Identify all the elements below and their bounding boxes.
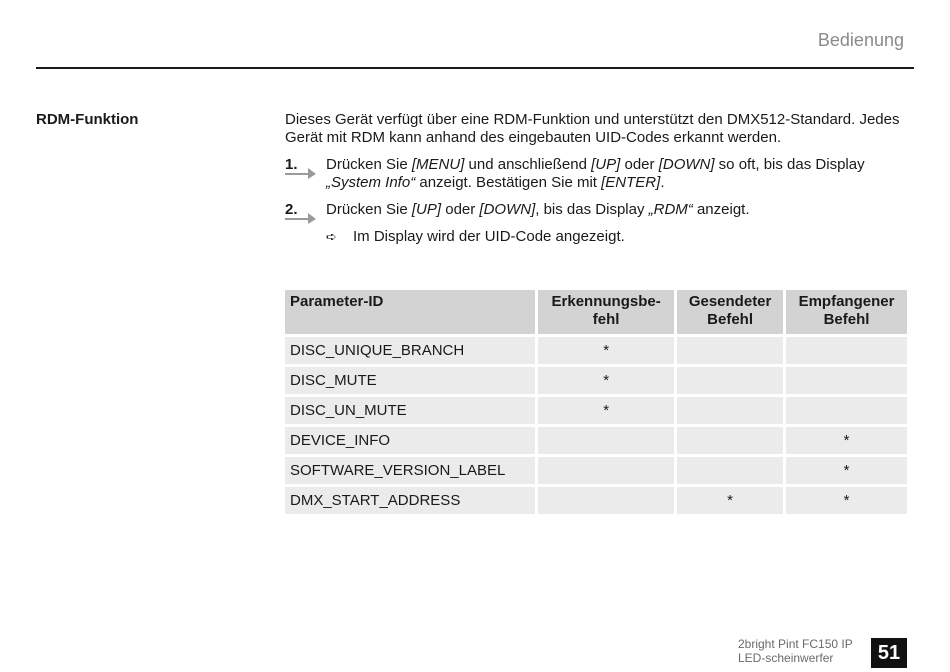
header-rule — [36, 67, 914, 69]
cell-discovery — [538, 457, 674, 484]
header-received-command: Empfangener Befehl — [786, 290, 907, 334]
header-discovery-command: Erkennungsbe- fehl — [538, 290, 674, 334]
step-number: 1. — [285, 156, 298, 173]
cell-discovery: * — [538, 337, 674, 364]
cell-parameter: DISC_MUTE — [285, 367, 535, 394]
cell-sent — [677, 337, 783, 364]
cell-discovery — [538, 487, 674, 514]
footer-product-subtitle: LED-scheinwerfer — [738, 651, 834, 665]
step-text: Drücken Sie [MENU] und anschließend [UP] oder [DOWN] so oft, bis das Display „System Info“ anzeigt. Bestätigen Sie mit [ENTER]. — [326, 156, 865, 191]
cell-received: * — [786, 457, 907, 484]
cell-parameter: DISC_UN_MUTE — [285, 397, 535, 424]
table-row — [285, 337, 907, 364]
cell-sent: * — [677, 487, 783, 514]
step-text: Drücken Sie [UP] oder [DOWN], bis das Display „RDM“ anzeigt. — [326, 201, 750, 218]
content — [285, 111, 910, 246]
cell-parameter: DEVICE_INFO — [285, 427, 535, 454]
cell-received — [786, 397, 907, 424]
cell-received: * — [786, 427, 907, 454]
footer-product-name: 2bright Pint FC150 IP — [738, 637, 853, 651]
cell-discovery — [538, 427, 674, 454]
footer-product — [738, 637, 853, 665]
table-header-row — [285, 290, 907, 334]
cell-discovery: * — [538, 367, 674, 394]
table-row — [285, 487, 907, 514]
cell-sent — [677, 367, 783, 394]
header-parameter-id: Parameter-ID — [285, 290, 535, 334]
result-line — [285, 228, 910, 246]
cell-parameter: DMX_START_ADDRESS — [285, 487, 535, 514]
cell-parameter: SOFTWARE_VERSION_LABEL — [285, 457, 535, 484]
cell-received: * — [786, 487, 907, 514]
step-arrow-icon — [285, 211, 317, 225]
header-sent-command: Gesendeter Befehl — [677, 290, 783, 334]
intro-paragraph: Dieses Gerät verfügt über eine RDM-Funktion und unterstützt den DMX512-Standard. Jedes Gerät mit RDM kann anhand des eingebauten UID-Codes erkannt werden. — [285, 111, 900, 146]
page-number: 51 — [871, 638, 907, 668]
table-row — [285, 397, 907, 424]
step-arrow-icon — [285, 166, 317, 180]
table-row — [285, 367, 907, 394]
step-1 — [285, 156, 910, 192]
cell-sent — [677, 427, 783, 454]
step-2 — [285, 201, 910, 219]
result-arrow-icon: ➪ — [326, 229, 337, 244]
cell-sent — [677, 457, 783, 484]
cell-received — [786, 337, 907, 364]
result-text: Im Display wird der UID-Code angezeigt. — [353, 228, 625, 245]
cell-sent — [677, 397, 783, 424]
cell-discovery: * — [538, 397, 674, 424]
chapter-title: Bedienung — [817, 30, 904, 50]
cell-received — [786, 367, 907, 394]
step-number: 2. — [285, 201, 298, 218]
rdm-parameter-table — [282, 287, 910, 517]
table-row — [285, 427, 907, 454]
table-row — [285, 457, 907, 484]
section-title: RDM-Funktion — [36, 111, 139, 128]
cell-parameter: DISC_UNIQUE_BRANCH — [285, 337, 535, 364]
